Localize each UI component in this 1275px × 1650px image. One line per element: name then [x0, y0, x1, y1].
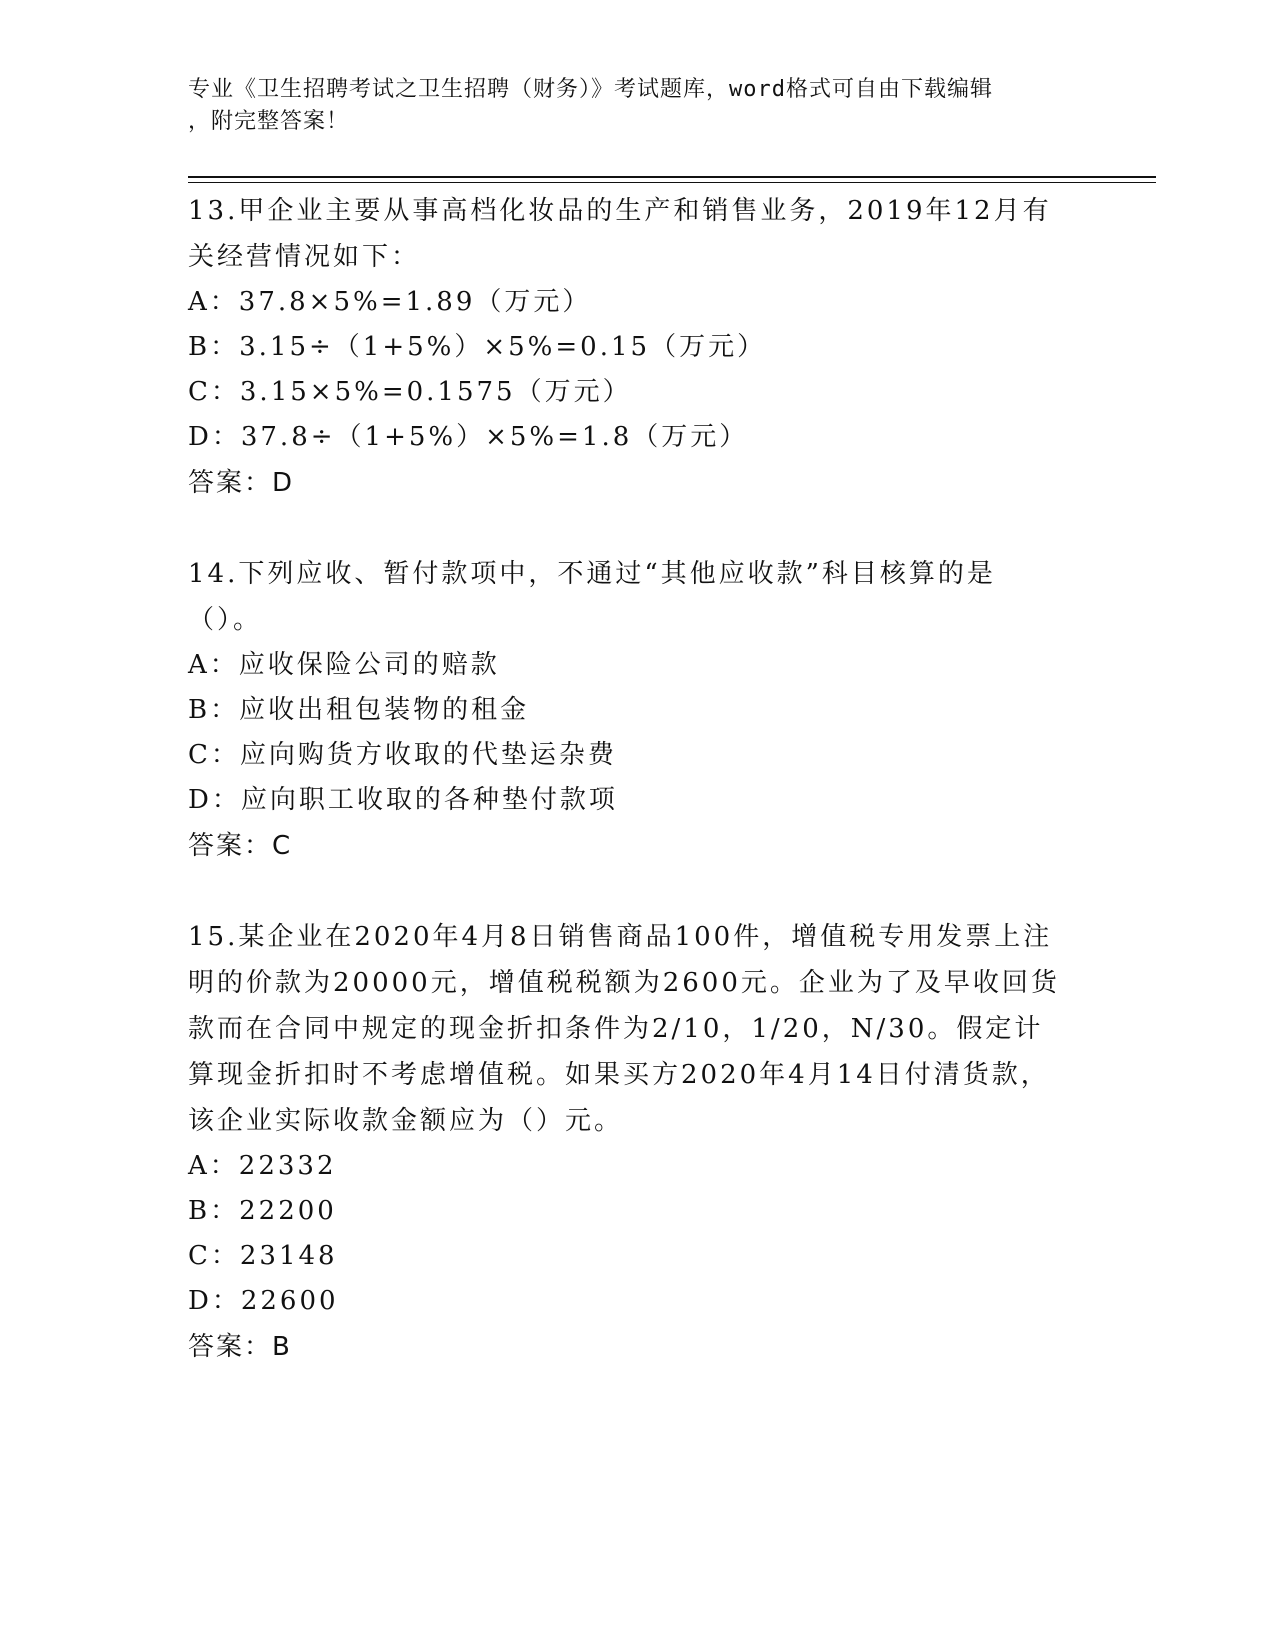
document-header — [188, 74, 1088, 138]
option-c: C：23148 — [188, 1241, 338, 1271]
answer: 答案：B — [188, 1332, 292, 1362]
option-c: C：应向购货方收取的代垫运杂费 — [188, 740, 617, 770]
answer: 答案：D — [188, 468, 295, 498]
option-b: B：应收出租包装物的租金 — [188, 695, 530, 725]
question-stem: 13.甲企业主要从事高档化妆品的生产和销售业务，2019年12月有关经营情况如下： — [188, 196, 1052, 272]
question-15 — [188, 914, 1068, 1370]
option-b: B：3.15÷（1+5%）×5%=0.15（万元） — [188, 332, 767, 362]
header-divider-thin — [188, 182, 1156, 183]
option-a: A：应收保险公司的赔款 — [188, 650, 500, 680]
answer: 答案：C — [188, 831, 293, 861]
question-stem: 15.某企业在2020年4月8日销售商品100件，增值税专用发票上注明的价款为20000元，增值税税额为2600元。企业为了及早收回货款而在合同中规定的现金折扣条件为2/10，1/20，N/30。假定计算现金折扣时不考虑增值税。如果买方2020年4月14日付清货款，该企业实际收款金额应为（）元。 — [188, 922, 1060, 1136]
header-line-2: ，附完整答案！ — [188, 109, 350, 134]
option-a: A：22332 — [188, 1151, 337, 1181]
question-stem: 14.下列应收、暂付款项中，不通过“其他应收款”科目核算的是（）。 — [188, 559, 996, 635]
option-a: A：37.8×5%=1.89（万元） — [188, 287, 592, 317]
option-d: D：应向职工收取的各种垫付款项 — [188, 785, 618, 815]
option-d: D：37.8÷（1+5%）×5%=1.8（万元） — [188, 422, 749, 452]
option-c: C：3.15×5%=0.1575（万元） — [188, 377, 632, 407]
header-divider-thick — [188, 176, 1156, 178]
option-d: D：22600 — [188, 1286, 339, 1316]
question-13 — [188, 188, 1068, 506]
question-14 — [188, 551, 1068, 869]
option-b: B：22200 — [188, 1196, 337, 1226]
header-line-1: 专业《卫生招聘考试之卫生招聘（财务）》考试题库，word格式可自由下载编辑 — [188, 77, 993, 102]
